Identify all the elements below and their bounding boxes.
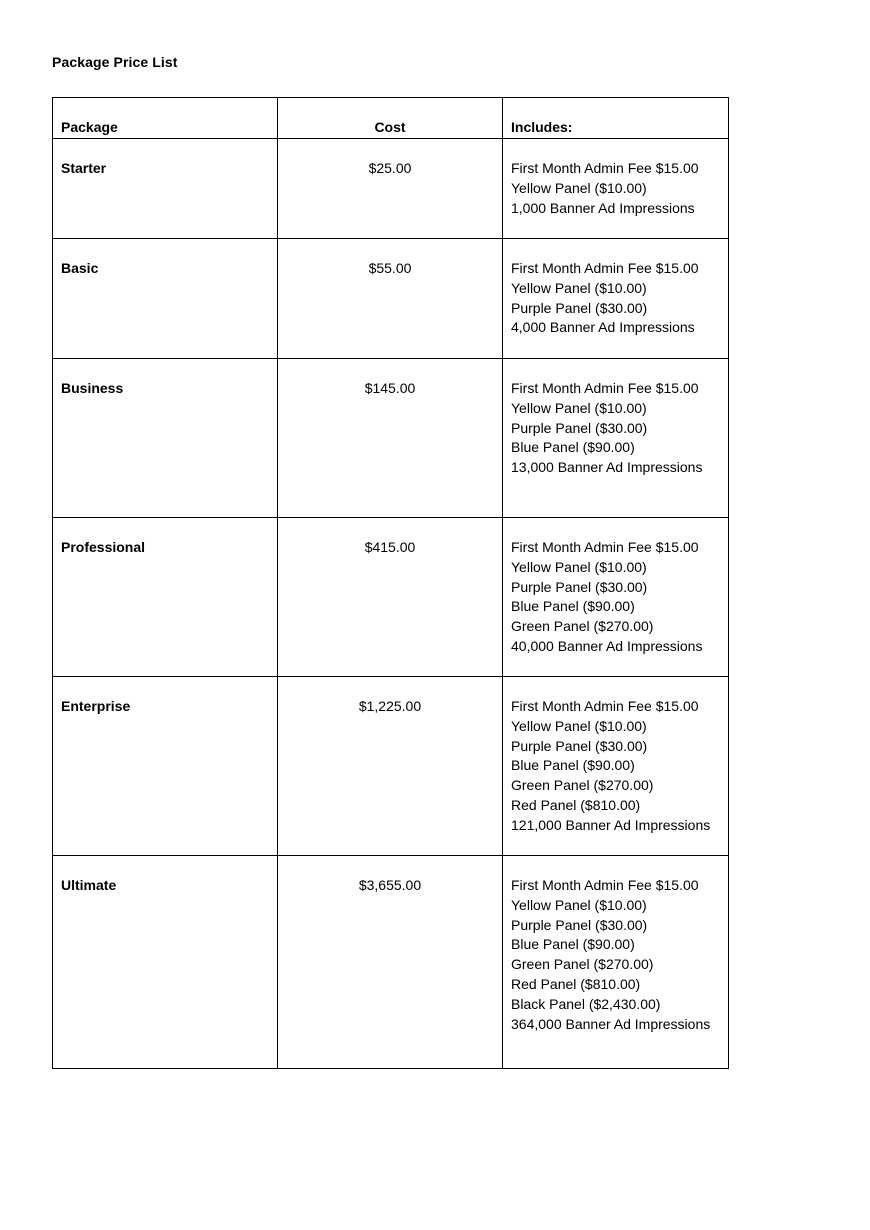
- package-cost: $145.00: [364, 380, 416, 396]
- package-name-cell: [53, 239, 278, 359]
- include-item: Purple Panel ($30.00): [511, 578, 648, 595]
- package-name-cell: [53, 139, 278, 239]
- table-row-enterprise: [53, 677, 729, 856]
- package-cost-cell: [278, 518, 503, 677]
- package-cost-cell: [278, 856, 503, 1069]
- column-header-package-label: Package: [61, 119, 118, 135]
- column-header-package: [53, 98, 278, 139]
- package-includes-cell: [503, 677, 729, 856]
- package-cost: $25.00: [368, 160, 412, 176]
- include-item: Yellow Panel ($10.00): [511, 399, 647, 416]
- table-row-starter: [53, 139, 729, 239]
- package-name: Enterprise: [61, 698, 131, 714]
- package-cost-cell: [278, 139, 503, 239]
- include-item: 13,000 Banner Ad Impressions: [511, 459, 703, 476]
- include-item: First Month Admin Fee $15.00: [511, 539, 699, 555]
- include-item: 4,000 Banner Ad Impressions: [511, 319, 695, 336]
- table-row-professional: [53, 518, 729, 677]
- package-cost: $3,655.00: [358, 877, 422, 893]
- package-name-cell: [53, 677, 278, 856]
- package-includes-cell: [503, 359, 729, 518]
- package-includes-cell: [503, 139, 729, 239]
- include-item: First Month Admin Fee $15.00: [511, 877, 699, 893]
- include-item: 1,000 Banner Ad Impressions: [511, 199, 695, 216]
- include-item: Yellow Panel ($10.00): [511, 279, 647, 296]
- package-cost-cell: [278, 677, 503, 856]
- package-includes-cell: [503, 239, 729, 359]
- include-item: Blue Panel ($90.00): [511, 598, 635, 615]
- include-item: Purple Panel ($30.00): [511, 419, 648, 436]
- package-cost: $415.00: [364, 539, 416, 555]
- include-item: Yellow Panel ($10.00): [511, 896, 647, 913]
- include-item: Purple Panel ($30.00): [511, 916, 648, 933]
- include-item: Red Panel ($810.00): [511, 796, 641, 813]
- include-item: Red Panel ($810.00): [511, 975, 641, 992]
- table-row-business: [53, 359, 729, 518]
- include-item: Yellow Panel ($10.00): [511, 717, 647, 734]
- include-item: 364,000 Banner Ad Impressions: [511, 1015, 711, 1032]
- include-item: Yellow Panel ($10.00): [511, 179, 647, 196]
- column-header-cost: [278, 98, 503, 139]
- package-cost: $55.00: [368, 260, 412, 276]
- package-includes-cell: [503, 856, 729, 1069]
- include-item: Purple Panel ($30.00): [511, 299, 648, 316]
- package-name-cell: [53, 856, 278, 1069]
- include-item: 121,000 Banner Ad Impressions: [511, 816, 711, 833]
- table-header-row: [53, 98, 729, 139]
- package-name: Business: [61, 380, 124, 396]
- package-name-cell: [53, 518, 278, 677]
- include-item: First Month Admin Fee $15.00: [511, 380, 699, 396]
- include-item: Green Panel ($270.00): [511, 618, 654, 635]
- package-name: Starter: [61, 160, 107, 176]
- include-item: First Month Admin Fee $15.00: [511, 698, 699, 714]
- column-header-includes: [503, 98, 729, 139]
- include-item: Blue Panel ($90.00): [511, 439, 635, 456]
- include-item: Yellow Panel ($10.00): [511, 558, 647, 575]
- package-cost: $1,225.00: [358, 698, 422, 714]
- package-name: Professional: [61, 539, 146, 555]
- column-header-cost-label: Cost: [374, 119, 406, 135]
- table-row-ultimate: [53, 856, 729, 1069]
- include-item: Black Panel ($2,430.00): [511, 995, 661, 1012]
- package-name: Ultimate: [61, 877, 117, 893]
- column-header-includes-label: Includes:: [511, 119, 573, 135]
- table-row-basic: [53, 239, 729, 359]
- include-item: Green Panel ($270.00): [511, 777, 654, 794]
- page-title: Package Price List: [52, 54, 178, 70]
- include-item: 40,000 Banner Ad Impressions: [511, 637, 703, 654]
- package-cost-cell: [278, 239, 503, 359]
- price-table: [52, 97, 729, 1069]
- include-item: Purple Panel ($30.00): [511, 737, 648, 754]
- include-item: Green Panel ($270.00): [511, 956, 654, 973]
- include-item: First Month Admin Fee $15.00: [511, 160, 699, 176]
- package-name-cell: [53, 359, 278, 518]
- include-item: Blue Panel ($90.00): [511, 757, 635, 774]
- include-item: First Month Admin Fee $15.00: [511, 260, 699, 276]
- package-cost-cell: [278, 359, 503, 518]
- package-includes-cell: [503, 518, 729, 677]
- include-item: Blue Panel ($90.00): [511, 936, 635, 953]
- package-name: Basic: [61, 260, 99, 276]
